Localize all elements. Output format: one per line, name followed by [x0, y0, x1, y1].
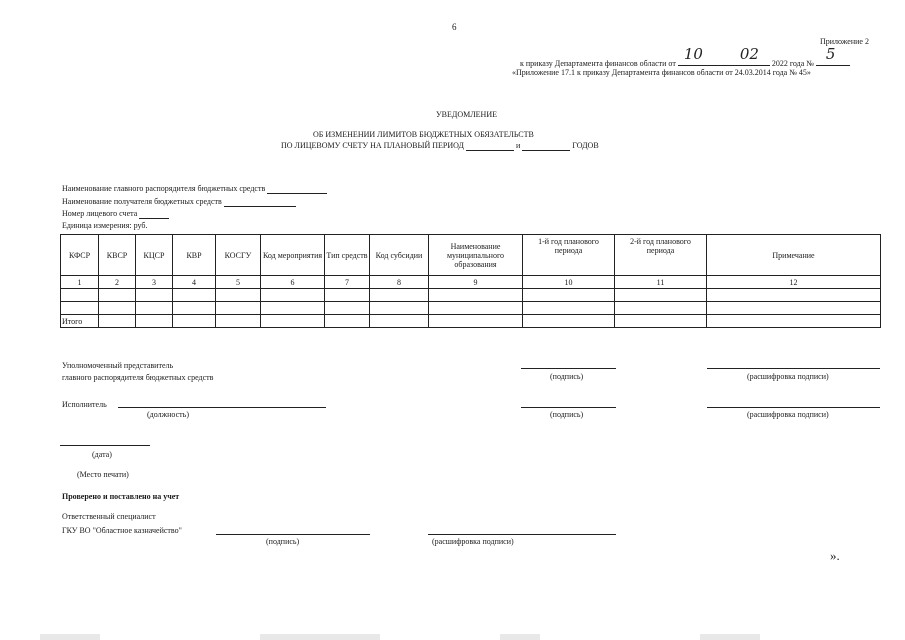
table-row [61, 302, 881, 315]
table-cell [370, 315, 429, 328]
order-prefix: к приказу Департамента финансов области от [520, 59, 676, 68]
col-number: 6 [261, 276, 325, 289]
field-recipient [62, 197, 296, 207]
stamp-place: (Место печати) [77, 470, 129, 479]
col-number: 10 [523, 276, 615, 289]
table-cell [523, 289, 615, 302]
appendix-line2: «Приложение 17.1 к приказу Департамента финансов области от 24.03.2014 года № 45» [512, 68, 811, 77]
period-year2-blank [522, 141, 570, 151]
table-cell [615, 302, 707, 315]
rep-signature-line [521, 368, 616, 369]
field-main-manager-blank [267, 184, 327, 194]
table-cell [216, 289, 261, 302]
treasury-label: ГКУ ВО "Областное казначейство" [62, 526, 182, 535]
col-header: 2-й год планового периода [615, 235, 707, 276]
field-recipient-label: Наименование получателя бюджетных средств [62, 197, 222, 206]
col-header: Код мероприятия [261, 235, 325, 276]
table-cell [523, 302, 615, 315]
col-header: КВСР [99, 235, 136, 276]
table-cell [429, 302, 523, 315]
appendix-title: Приложение 2 [820, 37, 869, 46]
closing-quote: ». [830, 548, 840, 563]
table-cell [370, 302, 429, 315]
appendix-order-line [520, 45, 850, 68]
field-recipient-blank [224, 197, 296, 207]
table-cell [325, 302, 370, 315]
table-cell [61, 302, 99, 315]
rep-signature-caption: (подпись) [550, 372, 584, 381]
col-header: Наименование муниципального образования [429, 235, 523, 276]
field-main-manager-label: Наименование главного распорядителя бюджетных средств [62, 184, 266, 193]
table-cell [261, 302, 325, 315]
executor-signature-line [521, 407, 616, 408]
date-line [60, 445, 150, 446]
notice-subtitle-line1: ОБ ИЗМЕНЕНИИ ЛИМИТОВ БЮДЖЕТНЫХ ОБЯЗАТЕЛЬСТВ [313, 130, 534, 139]
rep-decoding-line [707, 368, 880, 369]
treasury-signature-caption: (подпись) [266, 537, 300, 546]
table-cell [173, 302, 216, 315]
field-unit: Единица измерения: руб. [62, 221, 148, 230]
order-year-text: 2022 года № [771, 59, 814, 68]
notice-subtitle-line2 [281, 141, 599, 151]
table-cell [370, 289, 429, 302]
table-row [61, 289, 881, 302]
field-main-manager [62, 184, 327, 194]
table-cell [173, 289, 216, 302]
line2-start: ПО ЛИЦЕВОМУ СЧЕТУ НА ПЛАНОВЫЙ ПЕРИОД [281, 141, 464, 150]
table-cell [216, 315, 261, 328]
verified-heading: Проверено и поставлено на учет [62, 492, 180, 501]
table-cell [136, 289, 173, 302]
col-number: 7 [325, 276, 370, 289]
treasury-signature-line [216, 534, 370, 535]
scan-edge-mark [500, 634, 540, 640]
table-cell [707, 315, 881, 328]
order-number: 5 [825, 45, 836, 63]
table-cell [99, 289, 136, 302]
table-cell [261, 289, 325, 302]
table-cell [523, 315, 615, 328]
col-number: 2 [99, 276, 136, 289]
col-header: Примечание [707, 235, 881, 276]
rep-decoding-caption: (расшифровка подписи) [747, 372, 829, 381]
table-cell [615, 289, 707, 302]
executor-position-caption: (должность) [147, 410, 189, 419]
col-header: Код субсидии [370, 235, 429, 276]
limits-table [60, 234, 881, 328]
col-header: КОСГУ [216, 235, 261, 276]
table-cell [325, 315, 370, 328]
table-header-row [61, 235, 881, 276]
executor-label: Исполнитель [62, 400, 107, 409]
table-total-row [61, 315, 881, 328]
col-number: 8 [370, 276, 429, 289]
order-day: 10 [683, 45, 703, 63]
rep-line1: Уполномоченный представитель [62, 361, 174, 370]
table-cell [429, 315, 523, 328]
col-header: Тип средств [325, 235, 370, 276]
table-cell [707, 302, 881, 315]
executor-decoding-line [707, 407, 880, 408]
table-cell [136, 315, 173, 328]
col-number: 12 [707, 276, 881, 289]
table-cell [261, 315, 325, 328]
total-label: Итого [61, 315, 99, 328]
col-number: 4 [173, 276, 216, 289]
table-cell [707, 289, 881, 302]
table-cell [99, 302, 136, 315]
treasury-decoding-line [428, 534, 616, 535]
field-account [62, 209, 169, 219]
col-number: 11 [615, 276, 707, 289]
field-account-blank [139, 209, 169, 219]
responsible-specialist: Ответственный специалист [62, 512, 156, 521]
line2-end: ГОДОВ [572, 141, 599, 150]
executor-position-line [118, 407, 326, 408]
table-cell [61, 289, 99, 302]
order-day-field [678, 45, 720, 66]
notice-title: УВЕДОМЛЕНИЕ [436, 110, 497, 119]
table-cell [216, 302, 261, 315]
treasury-decoding-caption: (расшифровка подписи) [432, 537, 514, 546]
order-number-field [816, 45, 850, 66]
col-header: КЦСР [136, 235, 173, 276]
scan-edge-mark [40, 634, 100, 640]
table-cell [615, 315, 707, 328]
col-number: 1 [61, 276, 99, 289]
col-header: 1-й год планового периода [523, 235, 615, 276]
order-month-field [720, 45, 770, 66]
order-month: 02 [739, 45, 759, 63]
table-cell [429, 289, 523, 302]
executor-decoding-caption: (расшифровка подписи) [747, 410, 829, 419]
rep-line2: главного распорядителя бюджетных средств [62, 373, 214, 382]
col-header: КВР [173, 235, 216, 276]
table-cell [173, 315, 216, 328]
scan-edge-mark [260, 634, 380, 640]
page-number: 6 [452, 22, 457, 32]
field-account-label: Номер лицевого счета [62, 209, 138, 218]
line2-and: и [516, 141, 521, 150]
table-cell [325, 289, 370, 302]
scan-edge-mark [700, 634, 760, 640]
col-number: 9 [429, 276, 523, 289]
col-header: КФСР [61, 235, 99, 276]
table-cell [136, 302, 173, 315]
col-number: 5 [216, 276, 261, 289]
table-number-row [61, 276, 881, 289]
table-cell [99, 315, 136, 328]
date-caption: (дата) [92, 450, 112, 459]
executor-signature-caption: (подпись) [550, 410, 584, 419]
col-number: 3 [136, 276, 173, 289]
period-year1-blank [466, 141, 514, 151]
